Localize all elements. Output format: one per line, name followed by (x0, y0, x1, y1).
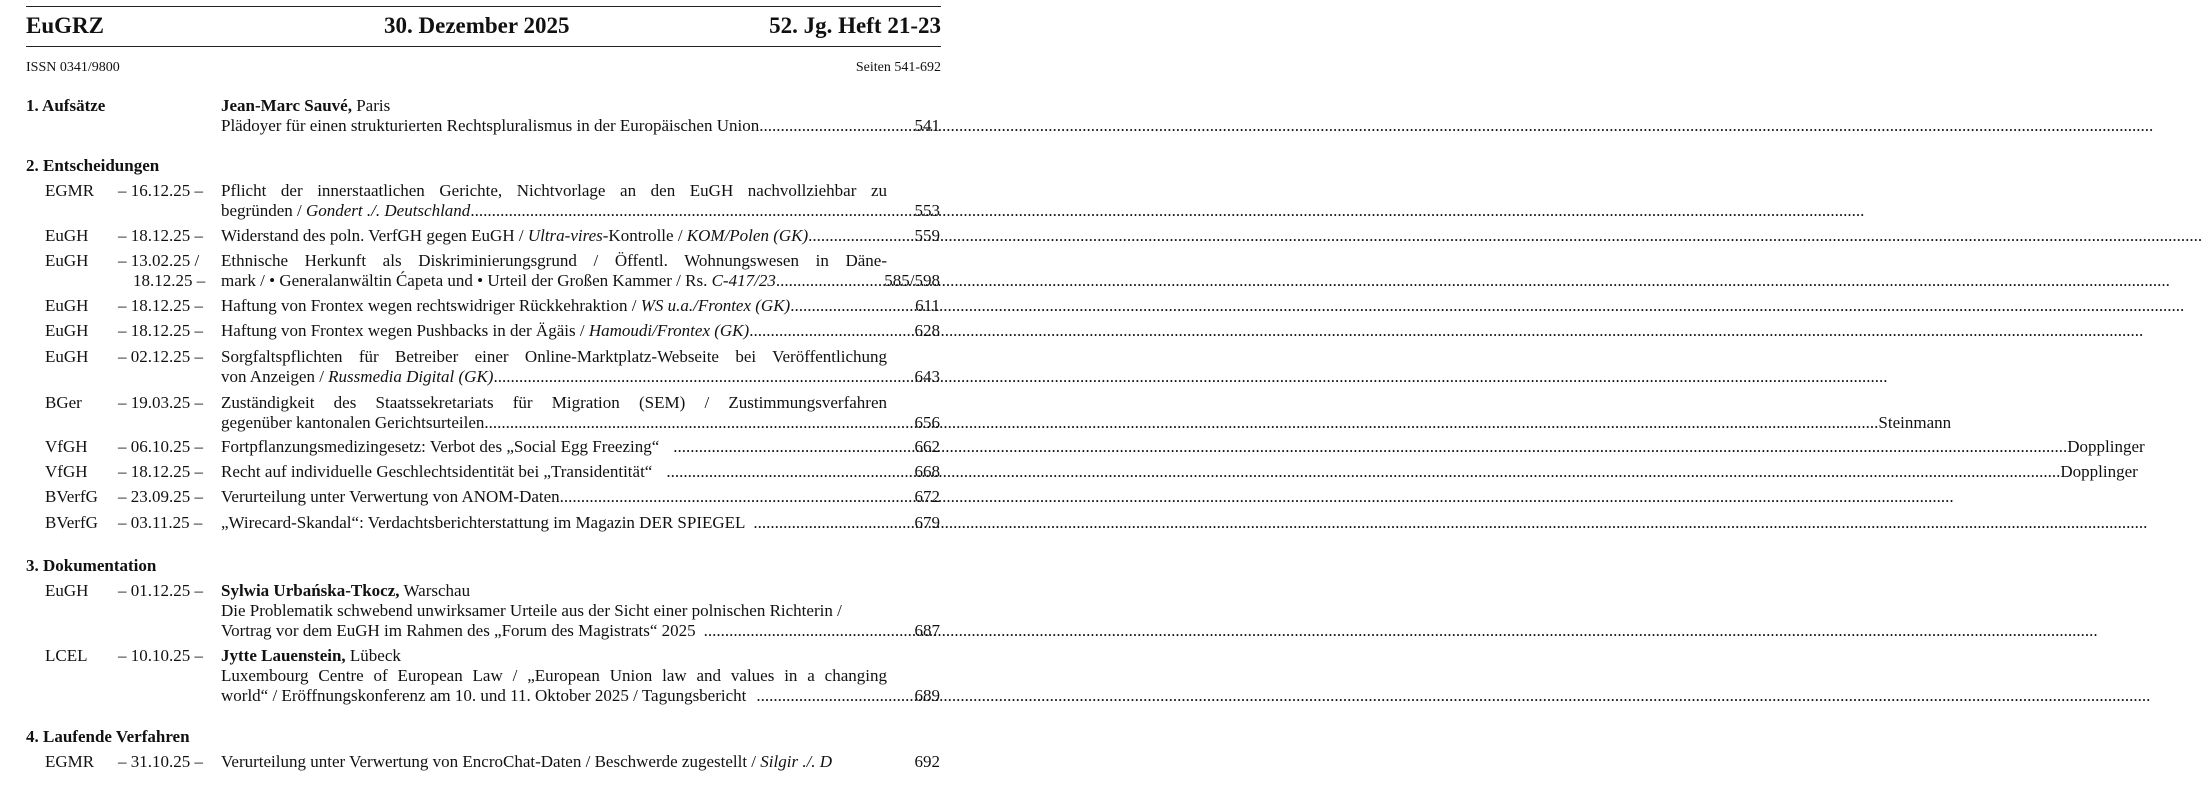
page-number: 687 (914, 621, 940, 640)
entry-title-line1: Sorgfaltspflichten für Betreiber einer Online-Marktplatz-Webseite bei Veröffentlichung (221, 347, 887, 366)
page-number: 553 (914, 201, 940, 220)
toc-entry[interactable] (221, 581, 887, 641)
dot-leader (808, 226, 2202, 245)
header-rule (26, 46, 941, 47)
page-number: 611 (915, 296, 940, 315)
dot-leader (470, 201, 1864, 220)
toc-entry[interactable] (221, 513, 887, 533)
entry-title-line1: Luxembourg Centre of European Law / „European Union law and values in a changing (221, 666, 887, 685)
court-label: VfGH (45, 437, 88, 456)
issn: ISSN 0341/9800 (26, 60, 120, 75)
page-number: 656 (914, 413, 940, 432)
decision-date: – 03.11.25 – (118, 513, 203, 532)
case-name: KOM/Polen (GK) (686, 226, 809, 245)
dot-leader (493, 367, 1887, 386)
entry-title: Verurteilung unter Verwertung von EncroChat-Daten / Beschwerde zugestellt / (221, 752, 761, 771)
issue-date: 30. Dezember 2025 (384, 13, 570, 38)
entry-title: Verurteilung unter Verwertung von ANOM-Daten (221, 487, 560, 506)
toc-entry[interactable] (221, 181, 887, 221)
decision-date: – 16.12.25 – (118, 181, 203, 200)
issue-number: 52. Jg. Heft 21-23 (769, 13, 941, 38)
event-date: – 01.12.25 – (118, 581, 203, 600)
case-name: Hamoudi/Frontex (GK) (588, 321, 750, 340)
decision-date: – 31.10.25 – (118, 752, 203, 771)
commentator: Dopplinger (2067, 437, 2145, 456)
entry-title: Haftung von Frontex wegen rechtswidriger Rückkehraktion / (221, 296, 641, 315)
section-title-entscheidungen: 2. Entscheidungen (26, 156, 160, 175)
court-label: EuGH (45, 321, 89, 340)
page-number: 628 (914, 321, 940, 340)
entry-title-line2: gegenüber kantonalen Gerichtsurteilen (221, 413, 485, 432)
page-number: 662 (914, 437, 940, 456)
page-number: 585/598 (884, 271, 940, 290)
entry-title-line2: von Anzeigen / (221, 367, 329, 386)
page-number: 689 (914, 686, 940, 705)
case-name: Russmedia Digital (GK) (328, 367, 494, 386)
decision-date: – 19.03.25 – (118, 393, 203, 412)
section-title-laufende-verfahren: 4. Laufende Verfahren (26, 727, 190, 746)
author-name: Jean-Marc Sauvé, (221, 96, 352, 115)
toc-entry[interactable] (221, 321, 887, 341)
entry-title-italic: Ultra-vires (527, 226, 603, 245)
section-title-dokumentation: 3. Dokumentation (26, 556, 157, 575)
dot-leader (759, 116, 2153, 135)
dot-leader (484, 413, 1878, 432)
top-rule (26, 6, 941, 7)
decision-date: – 06.10.25 – (118, 437, 203, 456)
court-label: EuGH (45, 296, 89, 315)
entry-title: Haftung von Frontex wegen Pushbacks in der Ägäis / (221, 321, 589, 340)
toc-entry[interactable] (221, 226, 887, 246)
commentator: Steinmann (1878, 413, 1952, 432)
decision-date: – 18.12.25 – (118, 462, 203, 481)
decision-date: – 18.12.25 – (118, 226, 203, 245)
court-label: BGer (45, 393, 82, 412)
toc-entry[interactable] (221, 347, 887, 387)
entry-title-line1: Ethnische Herkunft als Diskriminierungsgrund / Öffentl. Wohnungswesen in Däne- (221, 251, 887, 270)
case-name: WS u.a./Frontex (GK) (640, 296, 791, 315)
entry-title-cont: -Kontrolle / (602, 226, 687, 245)
dot-leader (756, 686, 2150, 705)
dot-leader (753, 513, 2147, 532)
author-place: Lübeck (345, 646, 401, 665)
event-date: – 10.10.25 – (118, 646, 203, 665)
page-number: 559 (914, 226, 940, 245)
case-name: Gondert ./. Deutschland (305, 201, 471, 220)
court-label: EuGH (45, 581, 89, 600)
toc-entry-aufsatz[interactable] (221, 96, 887, 136)
decision-date: – 23.09.25 – (118, 487, 203, 506)
dot-leader (776, 271, 2170, 290)
author-place: Paris (351, 96, 391, 115)
entry-title-line2: begründen / (221, 201, 306, 220)
decision-date-2: 18.12.25 – (133, 271, 206, 290)
toc-entry[interactable] (221, 752, 887, 772)
page-number: 541 (914, 116, 940, 135)
page-range: Seiten 541-692 (855, 60, 941, 75)
entry-title-line1: Die Problematik schwebend unwirksamer Urteile aus der Sicht einer polnischen Richterin / (221, 601, 842, 620)
entry-title: Recht auf individuelle Geschlechtsidentität bei „Transidentität“ (221, 462, 653, 481)
page-number: 643 (914, 367, 940, 386)
decision-date: – 18.12.25 – (118, 321, 203, 340)
court-label: EuGH (45, 251, 89, 270)
court-label: BVerfG (45, 513, 98, 532)
commentator: Dopplinger (2060, 462, 2138, 481)
toc-entry[interactable] (221, 251, 887, 291)
court-label: BVerfG (45, 487, 98, 506)
entry-title-line2: mark / • Generalanwältin Ćapeta und • Urteil der Großen Kammer / Rs. (221, 271, 712, 290)
journal-name: EuGRZ (26, 13, 104, 38)
author-name: Sylwia Urbańska-Tkocz, (221, 581, 400, 600)
entry-title: Fortpflanzungsmedizingesetz: Verbot des „Social Egg Freezing“ (221, 437, 660, 456)
case-name: C-417/23 (711, 271, 776, 290)
entry-title: Widerstand des poln. VerfGH gegen EuGH / (221, 226, 528, 245)
dot-leader (704, 621, 2098, 640)
entry-title: „Wirecard-Skandal“: Verdachtsberichterstattung im Magazin DER SPIEGEL (221, 513, 746, 532)
decision-date: – 13.02.25 / (118, 251, 200, 270)
toc-entry[interactable] (221, 296, 887, 316)
dot-leader (790, 296, 2184, 315)
dot-leader (560, 487, 1954, 506)
toc-entry[interactable] (221, 487, 887, 507)
page-number: 672 (914, 487, 940, 506)
author-name: Jytte Lauenstein, (221, 646, 346, 665)
court-label: EGMR (45, 181, 95, 200)
author-place: Warschau (399, 581, 471, 600)
court-label: LCEL (45, 646, 88, 665)
entry-title-line2: Vortrag vor dem EuGH im Rahmen des „Forum des Magistrats“ 2025 (221, 621, 696, 640)
decision-date: – 18.12.25 – (118, 296, 203, 315)
page-number: 679 (914, 513, 940, 532)
dot-leader (673, 437, 2067, 456)
entry-title-line2: world“ / Eröffnungskonferenz am 10. und 11. Oktober 2025 / Tagungsbericht (221, 686, 747, 705)
case-name: Silgir ./. D (760, 752, 833, 771)
court-label: EGMR (45, 752, 95, 771)
dot-leader (749, 321, 2143, 340)
toc-entry[interactable] (221, 646, 887, 706)
entry-title: Plädoyer für einen strukturierten Rechtspluralismus in der Europäischen Union (221, 116, 760, 135)
page-number: 668 (914, 462, 940, 481)
page-number: 692 (914, 752, 940, 771)
entry-title-line1: Pflicht der innerstaatlichen Gerichte, Nichtvorlage an den EuGH nachvollziehbar zu (221, 181, 887, 200)
section-title-aufsaetze: 1. Aufsätze (26, 96, 106, 115)
court-label: EuGH (45, 226, 89, 245)
decision-date: – 02.12.25 – (118, 347, 203, 366)
court-label: VfGH (45, 462, 88, 481)
entry-title-line1: Zuständigkeit des Staatssekretariats für Migration (SEM) / Zustimmungsverfahren (221, 393, 887, 412)
dot-leader (666, 462, 2060, 481)
court-label: EuGH (45, 347, 89, 366)
